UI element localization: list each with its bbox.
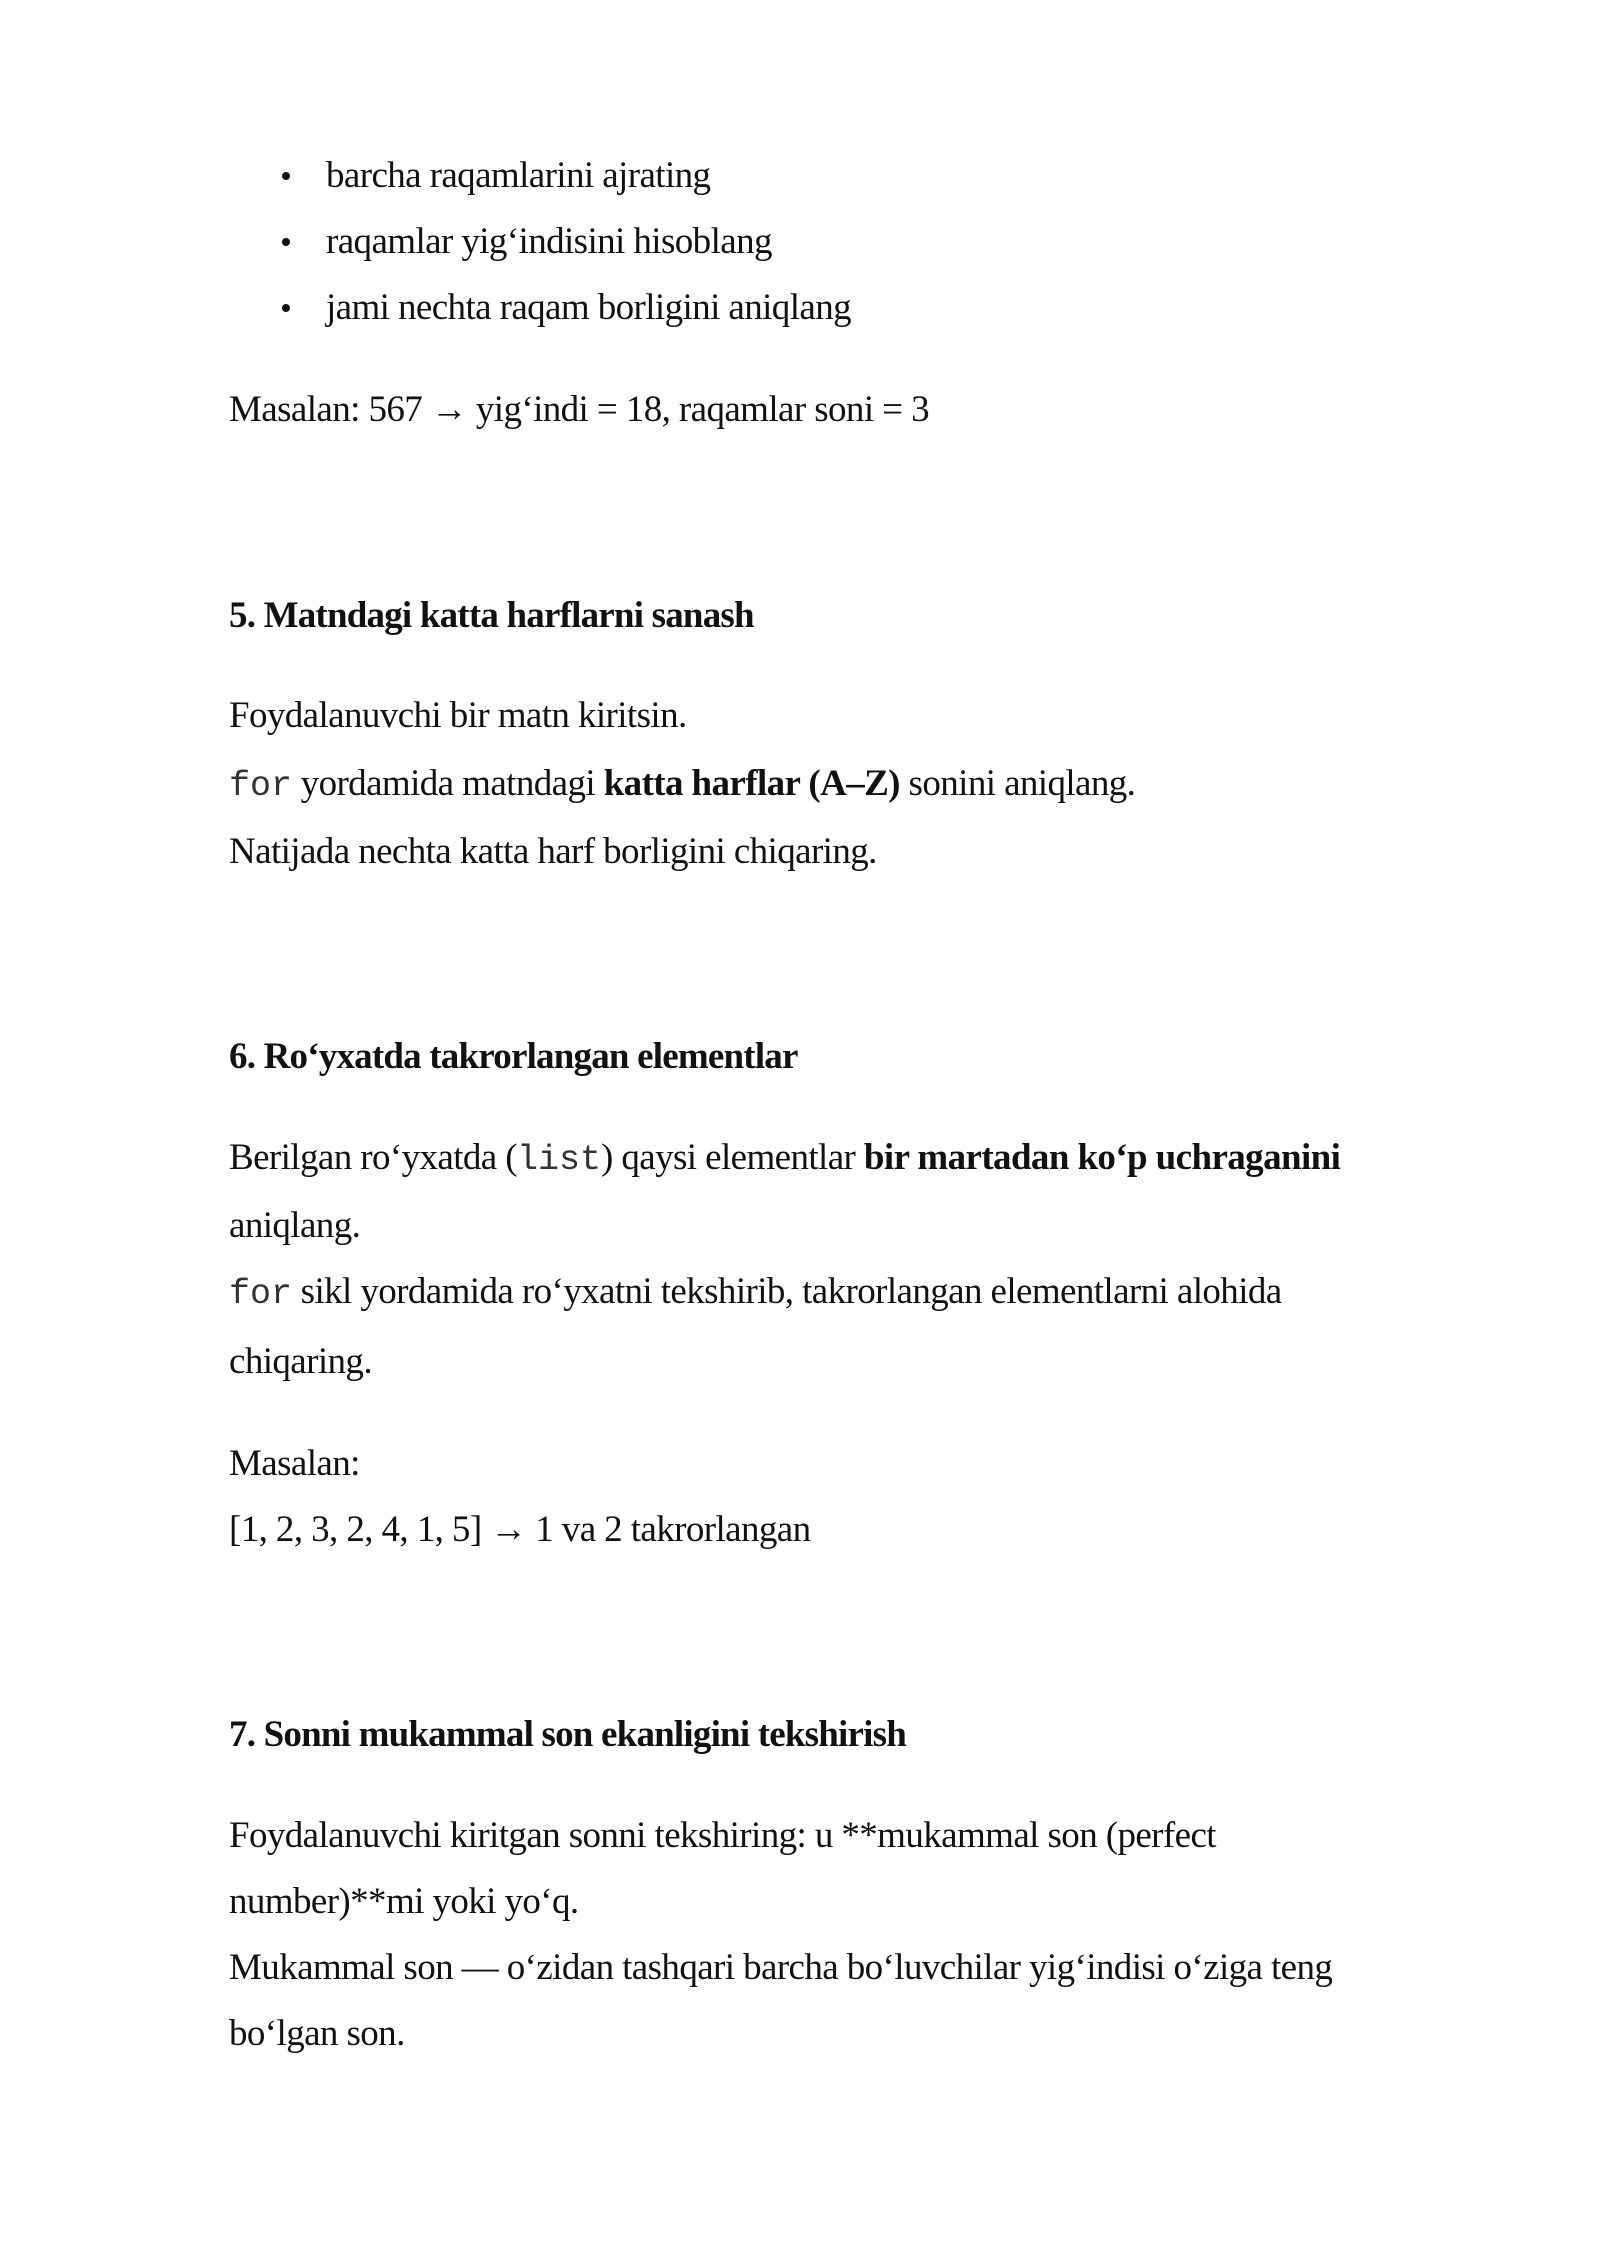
text-span: Berilgan ro‘yxatda ( xyxy=(229,1137,517,1178)
list-item: raqamlar yig‘indisini hisoblang xyxy=(326,221,772,262)
paragraph-line: Foydalanuvchi kiritgan sonni tekshiring: u **mukammal son (perfect xyxy=(229,1815,1216,1856)
text-span: sonini aniqlang. xyxy=(899,763,1136,804)
code-keyword: list xyxy=(517,1140,602,1180)
paragraph-line xyxy=(229,1134,1340,1184)
text-span: ) qaysi elementlar xyxy=(601,1137,864,1178)
bold-text: bir martadan ko‘p uchraganini xyxy=(863,1137,1341,1178)
paragraph-line: number)**mi yoki yo‘q. xyxy=(229,1881,579,1922)
list-item: barcha raqamlarini ajrating xyxy=(326,155,711,196)
paragraph-line xyxy=(229,1268,1282,1318)
code-keyword: for xyxy=(229,766,293,806)
paragraph-line: bo‘lgan son. xyxy=(229,2013,405,2054)
bold-text: katta harflar (A–Z) xyxy=(603,763,900,804)
paragraph-line: aniqlang. xyxy=(229,1205,361,1246)
section-heading: 6. Ro‘yxatda takrorlangan elementlar xyxy=(229,1036,798,1077)
paragraph-line: Natijada nechta katta harf borligini chiqaring. xyxy=(229,831,877,872)
bullet-dot xyxy=(282,304,290,312)
example-text: [1, 2, 3, 2, 4, 1, 5] → 1 va 2 takrorlangan xyxy=(229,1509,811,1550)
text-span: yordamida matndagi xyxy=(292,763,604,804)
section-heading: 5. Matndagi katta harflarni sanash xyxy=(229,595,754,636)
section-heading: 7. Sonni mukammal son ekanligini tekshirish xyxy=(229,1714,907,1755)
text-span: sikl yordamida ro‘yxatni tekshirib, takrorlangan elementlarni alohida xyxy=(292,1271,1282,1312)
bullet-dot xyxy=(282,238,290,246)
paragraph-line: Foydalanuvchi bir matn kiritsin. xyxy=(229,695,687,736)
example-label: Masalan: xyxy=(229,1443,360,1484)
example-text: Masalan: 567 → yig‘indi = 18, raqamlar soni = 3 xyxy=(229,389,929,430)
paragraph-line xyxy=(229,760,1135,810)
list-item: jami nechta raqam borligini aniqlang xyxy=(326,287,851,328)
paragraph-line: chiqaring. xyxy=(229,1341,372,1382)
code-keyword: for xyxy=(229,1274,293,1314)
paragraph-line: Mukammal son — o‘zidan tashqari barcha bo‘luvchilar yig‘indisi o‘ziga teng xyxy=(229,1947,1333,1988)
bullet-dot xyxy=(282,172,290,180)
